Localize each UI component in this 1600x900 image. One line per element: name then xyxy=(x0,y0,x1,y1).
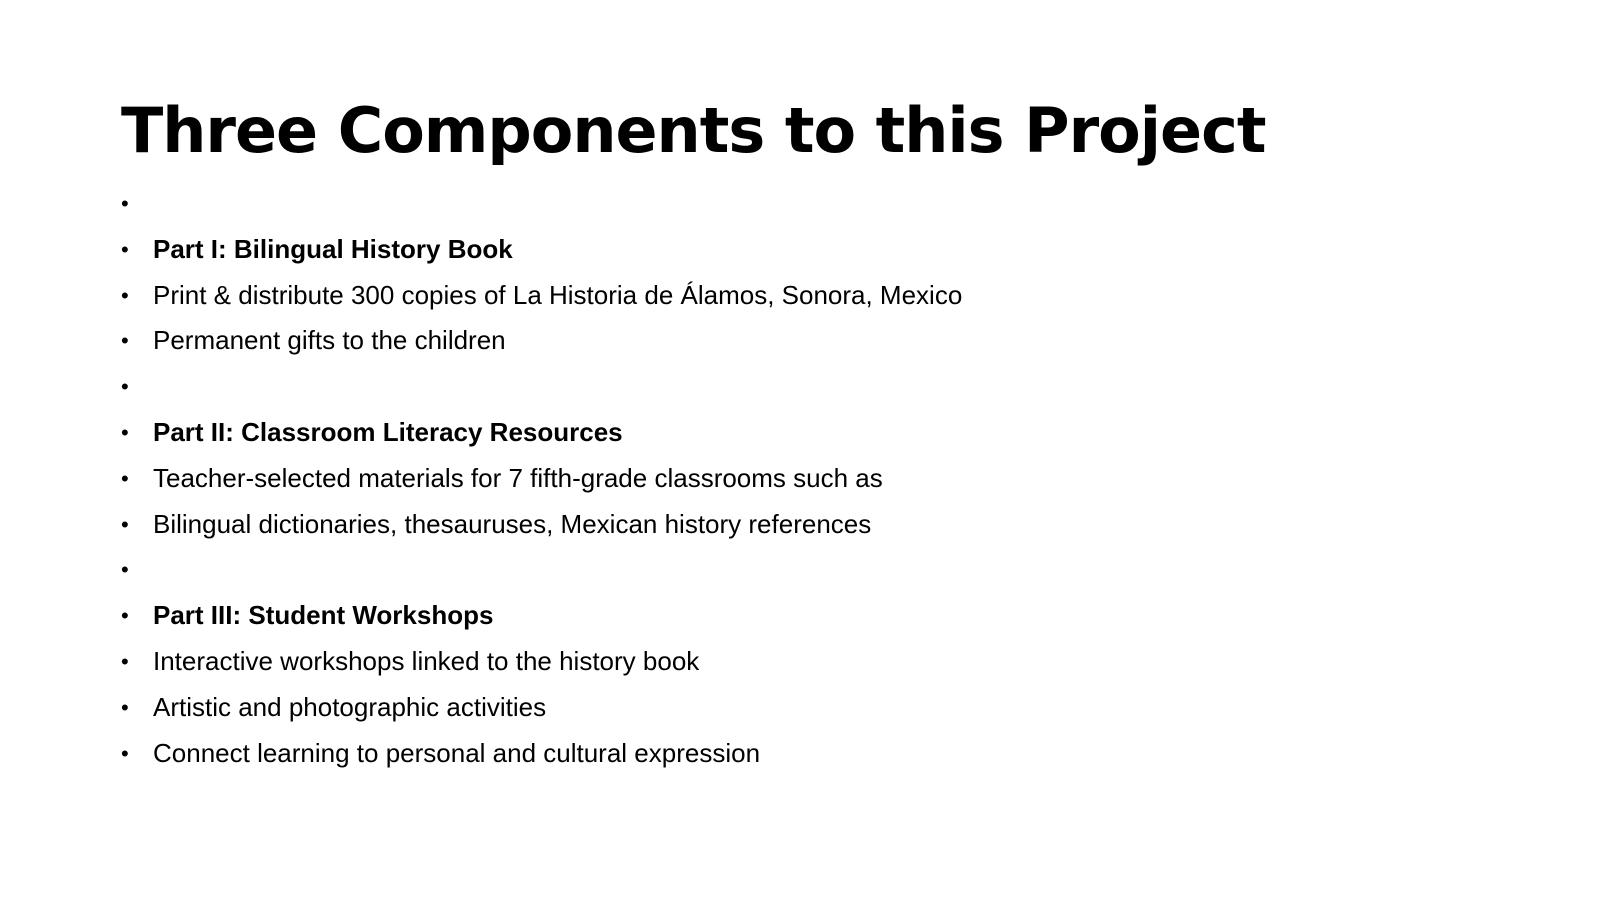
bullet-item xyxy=(121,547,962,593)
bullet-item xyxy=(121,456,962,502)
bullet-dot: • xyxy=(121,282,129,308)
bullet-dot: • xyxy=(121,557,129,583)
bullet-text: Teacher-selected materials for 7 fifth-grade classrooms such as xyxy=(153,462,883,493)
bullet-item xyxy=(121,181,962,227)
bullet-item xyxy=(121,318,962,364)
bullet-list xyxy=(121,181,962,776)
bullet-text: Part III: Student Workshops xyxy=(153,600,494,631)
bullet-text: Part II: Classroom Literacy Resources xyxy=(153,416,623,447)
slide-title: Three Components to this Project xyxy=(121,94,1266,167)
bullet-dot: • xyxy=(121,328,129,354)
bullet-dot: • xyxy=(121,191,129,216)
bullet-item-part-3-heading xyxy=(121,593,962,639)
bullet-dot: • xyxy=(121,648,129,674)
bullet-item-part-2-heading xyxy=(121,410,962,456)
bullet-text: Bilingual dictionaries, thesauruses, Mexican history references xyxy=(153,508,872,539)
bullet-item xyxy=(121,639,962,685)
bullet-item xyxy=(121,731,962,777)
bullet-dot: • xyxy=(121,694,129,720)
bullet-item xyxy=(121,273,962,319)
bullet-text: Connect learning to personal and cultural expression xyxy=(153,737,761,768)
bullet-text: Part I: Bilingual History Book xyxy=(153,233,513,264)
bullet-dot: • xyxy=(121,374,129,400)
bullet-dot: • xyxy=(121,511,129,537)
bullet-dot: • xyxy=(121,236,129,262)
bullet-text: Interactive workshops linked to the history book xyxy=(153,645,700,676)
bullet-dot: • xyxy=(121,603,129,629)
bullet-text: Print & distribute 300 copies of La Historia de Álamos, Sonora, Mexico xyxy=(153,279,963,310)
bullet-dot: • xyxy=(121,740,129,766)
bullet-dot: • xyxy=(121,419,129,445)
bullet-text: Permanent gifts to the children xyxy=(153,325,506,356)
bullet-item-part-1-heading xyxy=(121,227,962,273)
bullet-item xyxy=(121,502,962,548)
bullet-dot: • xyxy=(121,465,129,491)
bullet-text: Artistic and photographic activities xyxy=(153,691,547,722)
bullet-item xyxy=(121,685,962,731)
bullet-item xyxy=(121,364,962,410)
